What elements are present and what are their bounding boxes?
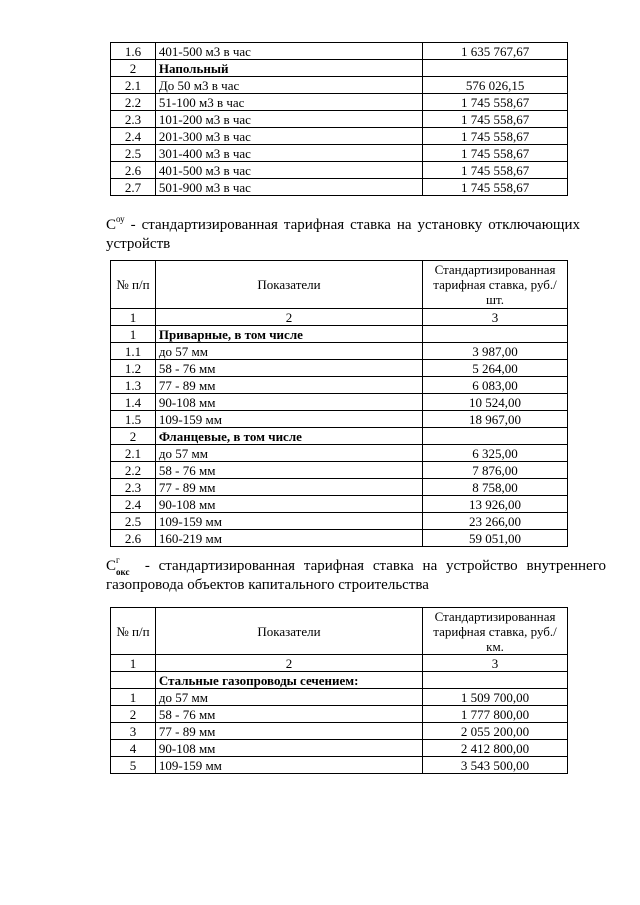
table-row	[111, 672, 568, 689]
table-row	[111, 360, 568, 377]
table-row	[111, 757, 568, 774]
header-num: № п/п	[111, 608, 156, 655]
row-number: 2	[111, 706, 156, 723]
row-number: 1.3	[111, 377, 156, 394]
row-label: 301-400 м3 в час	[155, 145, 422, 162]
row-value: 6 325,00	[423, 445, 568, 462]
index-num: 1	[111, 655, 156, 672]
table-header-row	[111, 608, 568, 655]
table-row	[111, 343, 568, 360]
row-number: 2.5	[111, 513, 156, 530]
row-value: 3 543 500,00	[423, 757, 568, 774]
table-row	[111, 723, 568, 740]
row-label: 77 - 89 мм	[155, 377, 422, 394]
row-value: 6 083,00	[423, 377, 568, 394]
row-label: 58 - 76 мм	[155, 360, 422, 377]
rate-subscript: окс	[116, 567, 130, 577]
rate-text: - стандартизированная тарифная ставка на устройство внутреннего газопровода объектов капитального строительства	[106, 558, 606, 593]
table-row	[111, 496, 568, 513]
row-value: 5 264,00	[423, 360, 568, 377]
header-value: Стандартизированная тарифная ставка, руб./км.	[423, 608, 568, 655]
row-number: 4	[111, 740, 156, 757]
row-number: 1	[111, 326, 156, 343]
row-value: 10 524,00	[423, 394, 568, 411]
row-label: Приварные, в том числе	[155, 326, 422, 343]
table-row	[111, 445, 568, 462]
index-value: 3	[423, 309, 568, 326]
table-index-row	[111, 309, 568, 326]
row-number	[111, 672, 156, 689]
table-index-row	[111, 655, 568, 672]
table-row	[111, 77, 568, 94]
row-value: 1 745 558,67	[423, 162, 568, 179]
row-label: 90-108 мм	[155, 740, 422, 757]
row-label: 109-159 мм	[155, 411, 422, 428]
row-label: Стальные газопроводы сечением:	[155, 672, 422, 689]
table-row	[111, 394, 568, 411]
table-row	[111, 689, 568, 706]
row-number: 1.2	[111, 360, 156, 377]
row-value: 1 509 700,00	[423, 689, 568, 706]
row-value: 7 876,00	[423, 462, 568, 479]
table-row	[111, 326, 568, 343]
table-row	[111, 162, 568, 179]
index-name: 2	[155, 309, 422, 326]
row-value: 59 051,00	[423, 530, 568, 547]
table-shutoff-devices	[110, 260, 568, 547]
row-value: 1 745 558,67	[423, 128, 568, 145]
row-number: 2.6	[111, 530, 156, 547]
table-header-row	[111, 261, 568, 309]
table-row	[111, 513, 568, 530]
table-row	[111, 740, 568, 757]
header-num: № п/п	[111, 261, 156, 309]
row-number: 1.4	[111, 394, 156, 411]
table-row	[111, 111, 568, 128]
row-value	[423, 672, 568, 689]
table-row	[111, 128, 568, 145]
row-value: 2 412 800,00	[423, 740, 568, 757]
row-label: до 57 мм	[155, 689, 422, 706]
table-row	[111, 428, 568, 445]
table-row	[111, 706, 568, 723]
row-value	[423, 428, 568, 445]
row-label: 58 - 76 мм	[155, 706, 422, 723]
row-number: 2.6	[111, 162, 156, 179]
row-number: 2.5	[111, 145, 156, 162]
row-value	[423, 326, 568, 343]
row-label: 58 - 76 мм	[155, 462, 422, 479]
index-name: 2	[155, 655, 422, 672]
row-number: 2.3	[111, 479, 156, 496]
row-value: 13 926,00	[423, 496, 568, 513]
row-number: 2.4	[111, 128, 156, 145]
table-row	[111, 145, 568, 162]
row-number: 2.1	[111, 445, 156, 462]
row-value: 2 055 200,00	[423, 723, 568, 740]
row-number: 1.5	[111, 411, 156, 428]
row-value: 8 758,00	[423, 479, 568, 496]
row-label: 160-219 мм	[155, 530, 422, 547]
row-number: 1	[111, 689, 156, 706]
row-label: 501-900 м3 в час	[155, 179, 422, 196]
index-value: 3	[423, 655, 568, 672]
row-value: 3 987,00	[423, 343, 568, 360]
row-label: Напольный	[155, 60, 422, 77]
row-label: 401-500 м3 в час	[155, 162, 422, 179]
rate-superscript: оу	[116, 214, 125, 224]
table-row	[111, 94, 568, 111]
row-value: 576 026,15	[423, 77, 568, 94]
row-label: 401-500 м3 в час	[155, 43, 422, 60]
row-number: 2.7	[111, 179, 156, 196]
shutoff-devices-rate-description	[106, 210, 580, 254]
table-meter-rates	[110, 42, 568, 196]
row-label: 201-300 м3 в час	[155, 128, 422, 145]
row-label: 90-108 мм	[155, 394, 422, 411]
table-row	[111, 377, 568, 394]
row-number: 2.2	[111, 462, 156, 479]
row-label: до 57 мм	[155, 343, 422, 360]
header-name: Показатели	[155, 261, 422, 309]
row-label: 109-159 мм	[155, 757, 422, 774]
row-number: 2.4	[111, 496, 156, 513]
row-number: 1.6	[111, 43, 156, 60]
row-number: 2	[111, 60, 156, 77]
header-name: Показатели	[155, 608, 422, 655]
rate-text: - стандартизированная тарифная ставка на установку отключающих устройств	[106, 217, 580, 252]
row-value: 23 266,00	[423, 513, 568, 530]
gas-pipeline-rate-description	[106, 557, 606, 595]
row-value: 1 777 800,00	[423, 706, 568, 723]
index-num: 1	[111, 309, 156, 326]
row-label: 77 - 89 мм	[155, 723, 422, 740]
row-label: 51-100 м3 в час	[155, 94, 422, 111]
rate-superscript: г	[116, 555, 120, 565]
table-row	[111, 530, 568, 547]
row-value: 1 745 558,67	[423, 94, 568, 111]
row-label: 77 - 89 мм	[155, 479, 422, 496]
row-number: 2.3	[111, 111, 156, 128]
row-value	[423, 60, 568, 77]
table-row	[111, 179, 568, 196]
row-label: 101-200 м3 в час	[155, 111, 422, 128]
row-value: 1 745 558,67	[423, 179, 568, 196]
row-label: Фланцевые, в том числе	[155, 428, 422, 445]
row-number: 5	[111, 757, 156, 774]
table-row	[111, 60, 568, 77]
row-label: 90-108 мм	[155, 496, 422, 513]
row-value: 1 745 558,67	[423, 111, 568, 128]
row-label: 109-159 мм	[155, 513, 422, 530]
rate-symbol: C	[106, 217, 117, 233]
row-number: 3	[111, 723, 156, 740]
table-gas-pipeline	[110, 607, 568, 774]
row-value: 18 967,00	[423, 411, 568, 428]
row-number: 2.1	[111, 77, 156, 94]
table-row	[111, 411, 568, 428]
table-row	[111, 479, 568, 496]
table-row	[111, 462, 568, 479]
table-row	[111, 43, 568, 60]
row-value: 1 635 767,67	[423, 43, 568, 60]
row-number: 2.2	[111, 94, 156, 111]
row-label: до 57 мм	[155, 445, 422, 462]
row-label: До 50 м3 в час	[155, 77, 422, 94]
row-value: 1 745 558,67	[423, 145, 568, 162]
row-number: 2	[111, 428, 156, 445]
header-value: Стандартизированная тарифная ставка, руб./шт.	[423, 261, 568, 309]
row-number: 1.1	[111, 343, 156, 360]
rate-symbol: С	[106, 558, 117, 574]
